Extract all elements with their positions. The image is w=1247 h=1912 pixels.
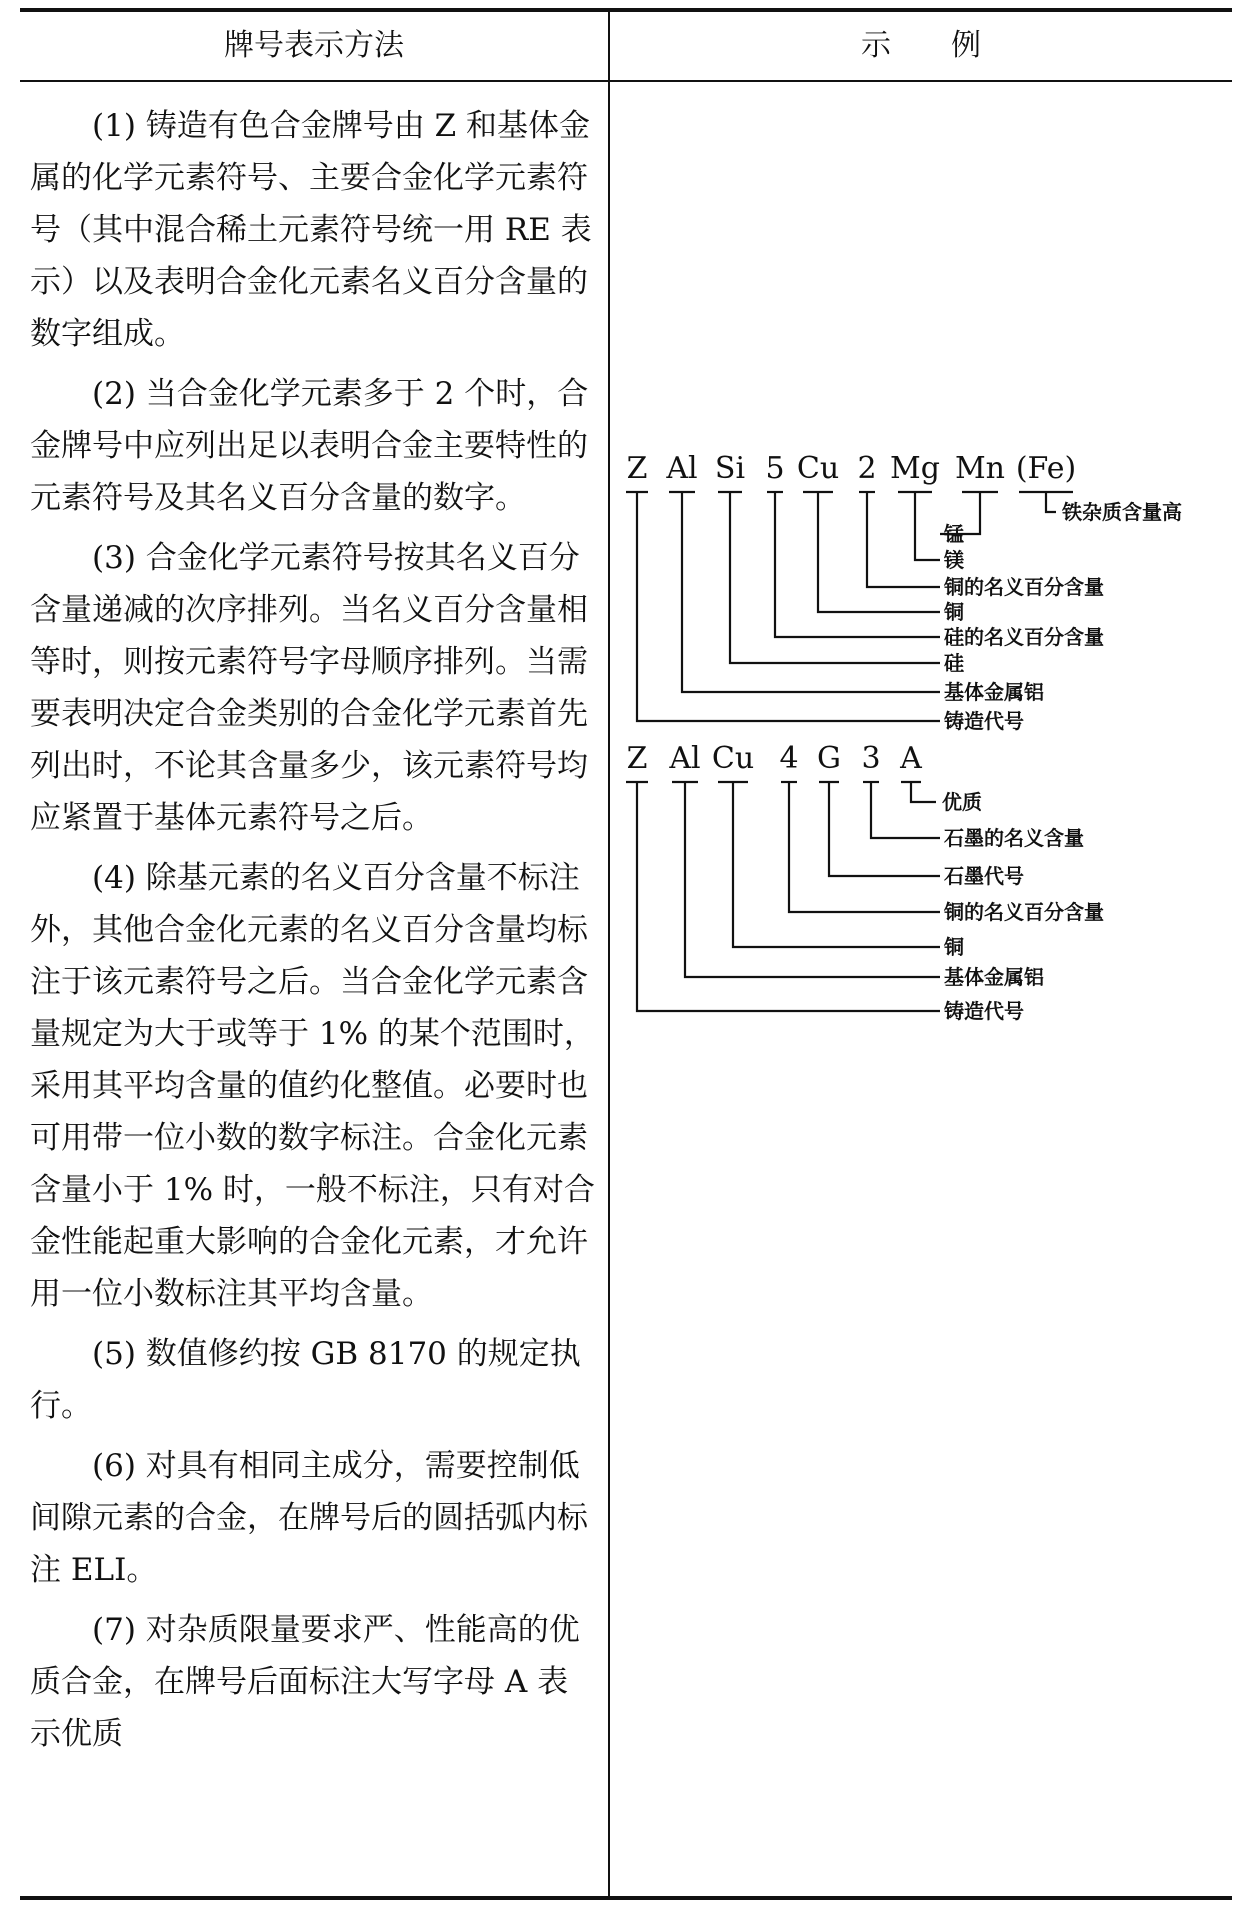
rule-paragraph-6: (6) 对具有相同主成分，需要控制低间隙元素的合金，在牌号后的圆括弧内标注 ELI。 [30,1448,588,1588]
rule-paragraph-7: (7) 对杂质限量要求严、性能高的优质合金，在牌号后面标注大写字母 A 表示优质 [30,1612,580,1752]
example-1-symbol-8: Mn [954,451,1006,486]
example-2-connector-3 [733,782,940,947]
example-2-label-6: 基体金属铝 [944,965,1044,989]
example-1-label-7: 硅 [944,651,964,675]
example-1-symbol-3: Si [714,451,746,486]
example-1-symbol-5: Cu [796,451,840,486]
example-2-symbol-3: Cu [711,741,755,776]
example-1-symbol-4: 5 [765,451,785,486]
example-1-symbol-2: Al [666,451,698,486]
example-1-symbol-9: (Fe) [1015,451,1077,486]
example-1-label-5: 铜 [944,600,964,624]
rule-paragraph-1: (1) 铸造有色合金牌号由 Z 和基体金属的化学元素符号、主要合金化学元素符号（其中混合稀土元素符号统一用 RE 表示）以及表明合金化元素名义百分含量的数字组成。 [30,108,592,352]
rule-paragraph-5: (5) 数值修约按 GB 8170 的规定执行。 [30,1336,581,1424]
example-1-connector-9 [1046,492,1056,512]
example-1-label-2: 锰 [944,522,964,546]
example-1-label-4: 铜的名义百分含量 [944,575,1104,599]
example-1-connector-7 [915,492,940,560]
rule-paragraph-3: (3) 合金化学元素符号按其名义百分含量递减的次序排列。当名义百分含量相等时，则按元素符号字母顺序排列。当需要表明决定合金类别的合金化学元素首先列出时，不论其含量多少，该元素符号均应紧置于基体元素符号之后。 [30,540,588,836]
example-2-symbol-4: 4 [779,741,799,776]
example-1-symbol-7: Mg [890,451,940,486]
header-example: 示 例 [861,28,981,63]
example-2-label-4: 铜的名义百分含量 [944,900,1104,924]
example-2-label-7: 铸造代号 [944,999,1024,1023]
example-2-connector-6 [871,782,940,838]
example-2-label-2: 石墨的名义含量 [944,826,1084,850]
rule-paragraph-4: (4) 除基元素的名义百分含量不标注外，其他合金化元素的名义百分含量均标注于该元素符号之后。当合金化学元素含量规定为大于或等于 1% 的某个范围时，采用其平均含量的值约化整值。必要时也可用带一位小数的数字标注。合金化元素含量小于 1% 时，一般不标注，只有对合金性能起重大影响的合金化元素，才允许用一位小数标注其平均含量。 [30,860,595,1312]
example-1-symbol-6: 2 [857,451,877,486]
example-2-connector-5 [829,782,940,876]
example-2-label-3: 石墨代号 [944,864,1024,888]
example-1-label-8: 基体金属铝 [944,680,1044,704]
example-2-symbol-6: 3 [861,741,881,776]
example-1-label-9: 铸造代号 [944,709,1024,733]
example-1-symbol-1: Z [626,451,648,486]
example-1-connector-6 [867,492,940,587]
example-2-connector-7 [911,782,936,802]
example-1-label-1: 铁杂质含量高 [1062,500,1182,524]
example-2-symbol-1: Z [626,741,648,776]
example-1-connector-5 [818,492,940,612]
example-1-label-6: 硅的名义百分含量 [944,625,1104,649]
example-2-symbol-7: A [900,741,922,776]
header-method: 牌号表示方法 [224,28,404,63]
example-2-label-1: 优质 [942,790,982,814]
example-2-symbol-5: G [817,741,841,776]
example-2-label-5: 铜 [944,935,964,959]
rule-paragraph-2: (2) 当合金化学元素多于 2 个时，合金牌号中应列出足以表明合金主要特性的元素符号及其名义百分含量的数字。 [30,376,589,516]
example-1-label-3: 镁 [944,548,964,572]
example-2-symbol-2: Al [669,741,701,776]
